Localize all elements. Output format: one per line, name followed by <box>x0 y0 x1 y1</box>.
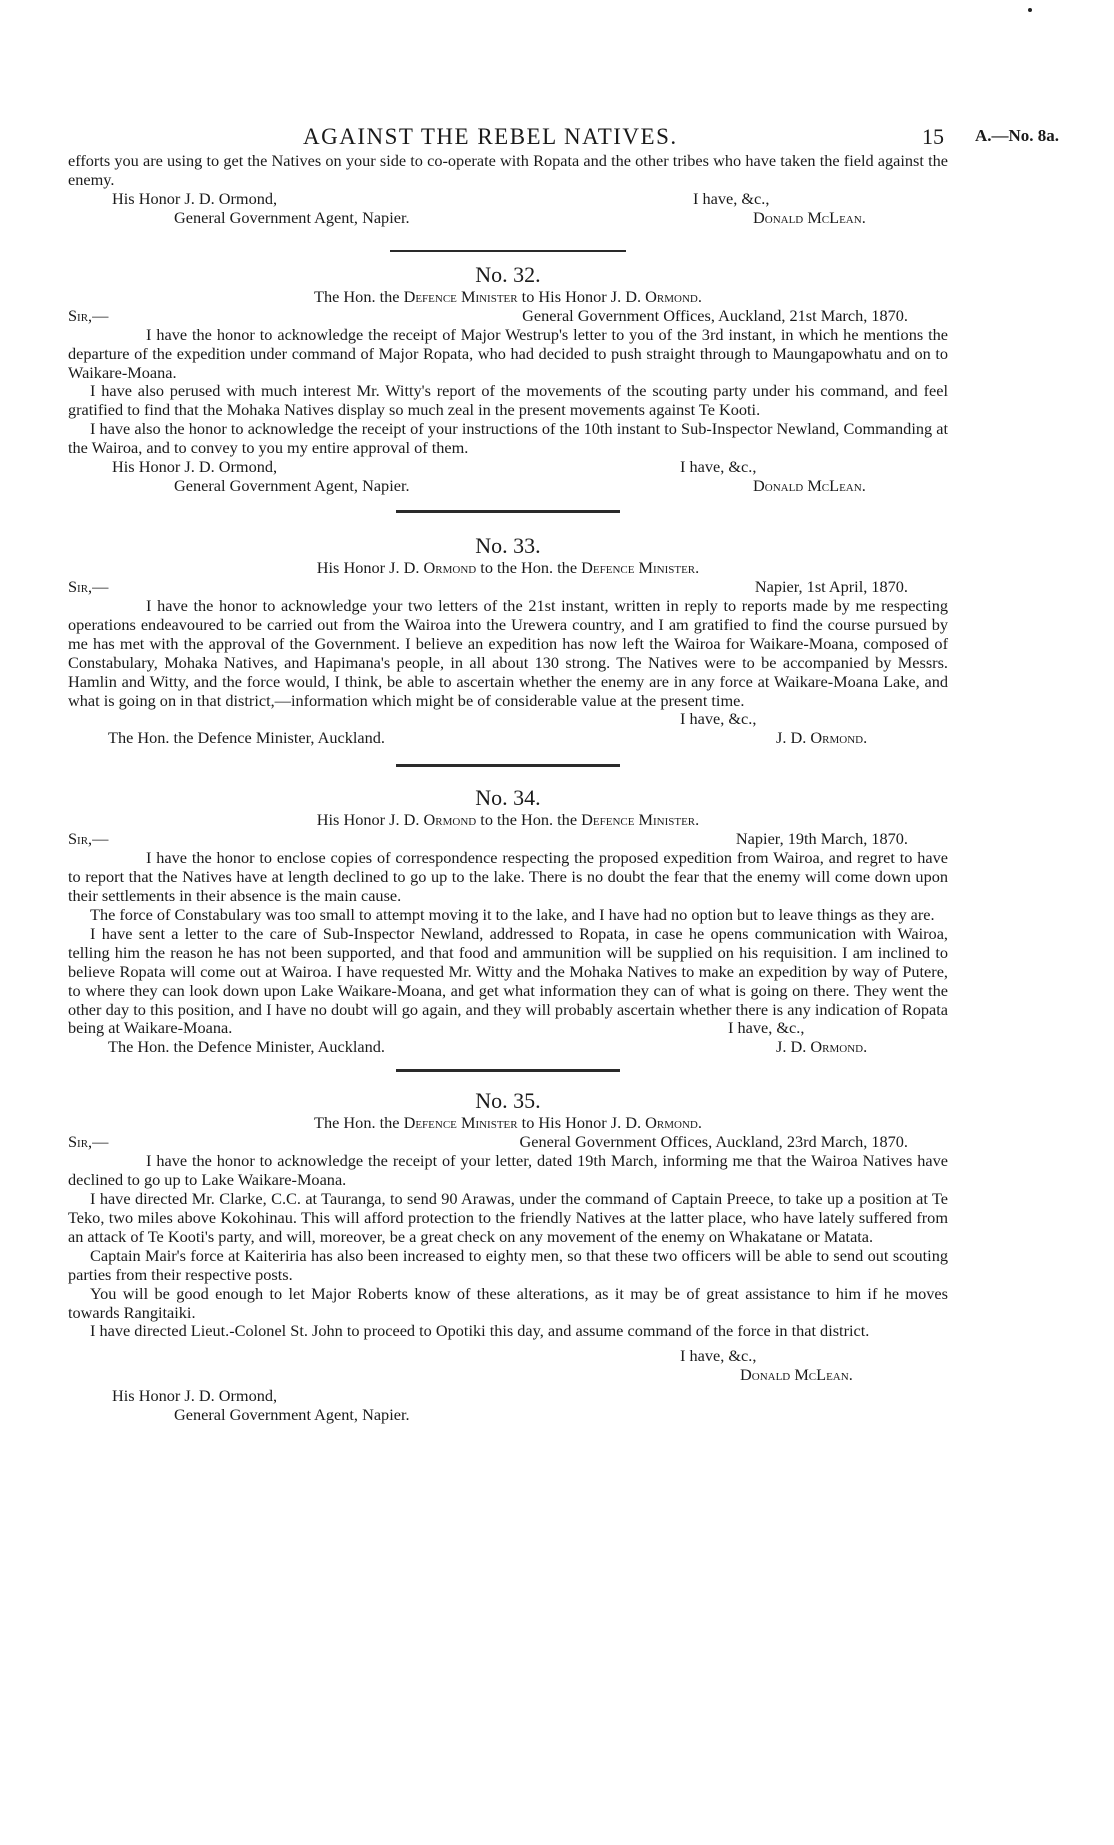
addressee-line-1: His Honor J. D. Ormond, <box>112 457 278 477</box>
subhead-recipient: Ormond. <box>645 286 702 306</box>
section-divider <box>390 250 626 252</box>
addressee: The Hon. the Defence Minister, Auckland. <box>108 1037 385 1057</box>
section-divider <box>396 764 620 767</box>
letter-paragraph: I have the honor to acknowledge your two letters of the 21st instant, written in reply to reports made by me respecting operations endeavoured to be carried out from the Wairoa into the Urewera country, and I am gratified to find the course pursued by me has met with the approval of the Government. I believe an expedition has now left the Wairoa for Waikare-Moana, composed of Constabulary, Mohaka Natives, and Hapimana's people, in all about 130 strong. The Natives were to be accompanied by Messrs. Hamlin and Witty, and the force would, I think, be able to ascertain whether the enemy are in any force at Waikare-Moana Lake, and what is going on in that district,—information which might be of considerable value at the present time. <box>68 595 948 710</box>
letter-signoff <box>68 1387 948 1425</box>
letter-number: No. 34. <box>475 785 541 811</box>
subhead-sender: Ormond <box>423 810 477 830</box>
document-reference: A.—No. 8a. <box>975 126 1060 145</box>
place-date: General Government Offices, Auckland, 23rd March, 1870. <box>519 1132 908 1152</box>
letter-number: No. 33. <box>475 533 541 559</box>
letter-paragraph: I have the honor to enclose copies of correspondence respecting the proposed expedition from Wairoa, and regret to have to report that the Natives have at length declined to go up to the lake. There is no doubt the fear that the enemy will come down upon their settlements in their absence is the main cause. <box>68 848 948 906</box>
salutation: Sir,— <box>68 305 109 325</box>
salutation-row <box>68 578 948 597</box>
addressee-line-1: His Honor J. D. Ormond, <box>112 188 278 208</box>
letter-number: No. 35. <box>475 1088 541 1114</box>
salutation-row <box>68 1133 948 1152</box>
letter-paragraph: You will be good enough to let Major Roberts know of these alterations, as it may be of great assistance to him if he moves towards Rangitaiki. <box>68 1283 948 1322</box>
closing: I have, &c., <box>693 188 770 208</box>
letter-subheading <box>68 1114 948 1133</box>
signature: Donald McLean. <box>753 476 866 496</box>
letter-paragraph: I have the honor to acknowledge the receipt of Major Westrup's letter to you of the 3rd instant, in which he mentions the departure of the expedition under command of Major Ropata, who had decided to push straight through to Maungapowhatu and on to Waikare-Moana. <box>68 324 948 382</box>
addressee: The Hon. the Defence Minister, Auckland. <box>108 728 385 748</box>
salutation-row <box>68 830 948 849</box>
salutation: Sir,— <box>68 829 109 849</box>
letter-paragraph: Captain Mair's force at Kaiteriria has also been increased to eighty men, so that these two officers will be able to send out scouting parties from their respective posts. <box>68 1245 948 1284</box>
salutation: Sir,— <box>68 1132 109 1152</box>
closing: I have, &c., <box>680 457 757 477</box>
place-date: Napier, 19th March, 1870. <box>735 829 908 849</box>
subhead-sender: Defence Minister <box>403 286 518 306</box>
letter-subheading <box>68 811 948 830</box>
closing: I have, &c., <box>680 709 757 729</box>
subhead-recipient: Ormond. <box>645 1113 702 1133</box>
page-speck <box>1028 8 1032 12</box>
section-divider <box>396 510 620 513</box>
signature: Donald McLean. <box>753 207 866 227</box>
subhead-text: His Honor J. D. <box>316 558 424 578</box>
letter-signoff <box>68 458 948 496</box>
subhead-recipient: Defence Minister. <box>581 810 700 830</box>
letter-paragraph: I have directed Lieut.-Colonel St. John to proceed to Opotiki this day, and assume command of the force in that district. <box>90 1321 870 1341</box>
subhead-text: to the Hon. the <box>476 558 582 578</box>
running-title: AGAINST THE REBEL NATIVES. <box>303 124 678 149</box>
letter-paragraph: I have also the honor to acknowledge the receipt of your instructions of the 10th instant to Sub-Inspector Newland, Commanding at the Wairoa, and to convey to you my entire approval of them. <box>68 419 948 458</box>
page-number: 15 <box>922 124 944 149</box>
closing: I have, &c., <box>680 1346 757 1366</box>
subhead-text: to His Honor J. D. <box>517 286 646 306</box>
addressee-row <box>68 1038 948 1057</box>
closing-row <box>68 710 948 729</box>
section-divider <box>396 1069 620 1072</box>
closing-row <box>68 1019 948 1038</box>
letter-number: No. 32. <box>475 261 541 287</box>
letter-subheading <box>68 559 948 578</box>
subhead-sender: Defence Minister <box>403 1113 518 1133</box>
addressee-row <box>68 729 948 748</box>
intro-signoff <box>68 190 948 228</box>
letter-paragraph: I have directed Mr. Clarke, C.C. at Tauranga, to send 90 Arawas, under the command of Captain Preece, to take up a position at Te Teko, two miles above Kokohinau. This will afford protection to the friendly Natives at the latter place, who have lately suffered from an attack of Te Kooti's party, and will, moreover, be a great check on any movement of the enemy on Whakatane or Matata. <box>68 1189 948 1246</box>
addressee-line-2: General Government Agent, Napier. <box>174 207 410 227</box>
place-date: Napier, 1st April, 1870. <box>754 576 908 596</box>
place-date: General Government Offices, Auckland, 21st March, 1870. <box>522 305 908 325</box>
subhead-text: to the Hon. the <box>476 810 582 830</box>
subhead-text: The Hon. the <box>314 286 404 306</box>
subhead-recipient: Defence Minister. <box>581 558 700 578</box>
signature: Donald McLean. <box>740 1365 853 1385</box>
addressee-line-2: General Government Agent, Napier. <box>174 1405 410 1425</box>
salutation-row <box>68 307 948 326</box>
subhead-sender: Ormond <box>423 558 477 578</box>
signature: J. D. Ormond. <box>776 1037 868 1057</box>
letter-paragraph: I have also perused with much interest Mr. Witty's report of the movements of the scouting party under his command, and feel gratified to find that the Mohaka Natives display so much zeal in the present movements against Te Kooti. <box>68 381 948 420</box>
intro-paragraph: efforts you are using to get the Natives on your side to co-operate with Ropata and the other tribes who have taken the field against the enemy. <box>68 151 948 189</box>
addressee-line-1: His Honor J. D. Ormond, <box>112 1386 278 1406</box>
signature-row <box>68 1366 948 1385</box>
letter-paragraph: I have sent a letter to the care of Sub-Inspector Newland, addressed to Ropata, in case he opens communication with Wairoa, telling him the reason he has not been supported, and that food and ammunition will be supplied on his requisition. I am inclined to believe Ropata will come out at Wairoa. I have requested Mr. Witty and the Mohaka Natives to make an expedition by way of Putere, to where they can look down upon Lake Waikare-Moana, and get what information they can of what is going on there. They went the other day to this position, and I have no doubt will go again, and they will probably ascertain whether there is any indication of Ropata being at Waikare-Moana. <box>68 923 948 1038</box>
letter-paragraph: The force of Constabulary was too small to attempt moving it to the lake, and I have had no option but to leave things as they are. <box>90 905 935 925</box>
closing-row <box>68 1347 948 1366</box>
closing: I have, &c., <box>728 1018 805 1038</box>
letter-paragraph: I have the honor to acknowledge the receipt of your letter, dated 19th March, informing me that the Wairoa Natives have declined to go up to Lake Waikare-Moana. <box>68 1151 948 1190</box>
document-body <box>68 152 948 1425</box>
letter-subheading <box>68 288 948 307</box>
subhead-text: The Hon. the <box>314 1113 404 1133</box>
subhead-text: His Honor J. D. <box>316 810 424 830</box>
signature: J. D. Ormond. <box>776 728 868 748</box>
addressee-line-2: General Government Agent, Napier. <box>174 476 410 496</box>
subhead-text: to His Honor J. D. <box>517 1113 646 1133</box>
salutation: Sir,— <box>68 576 109 596</box>
